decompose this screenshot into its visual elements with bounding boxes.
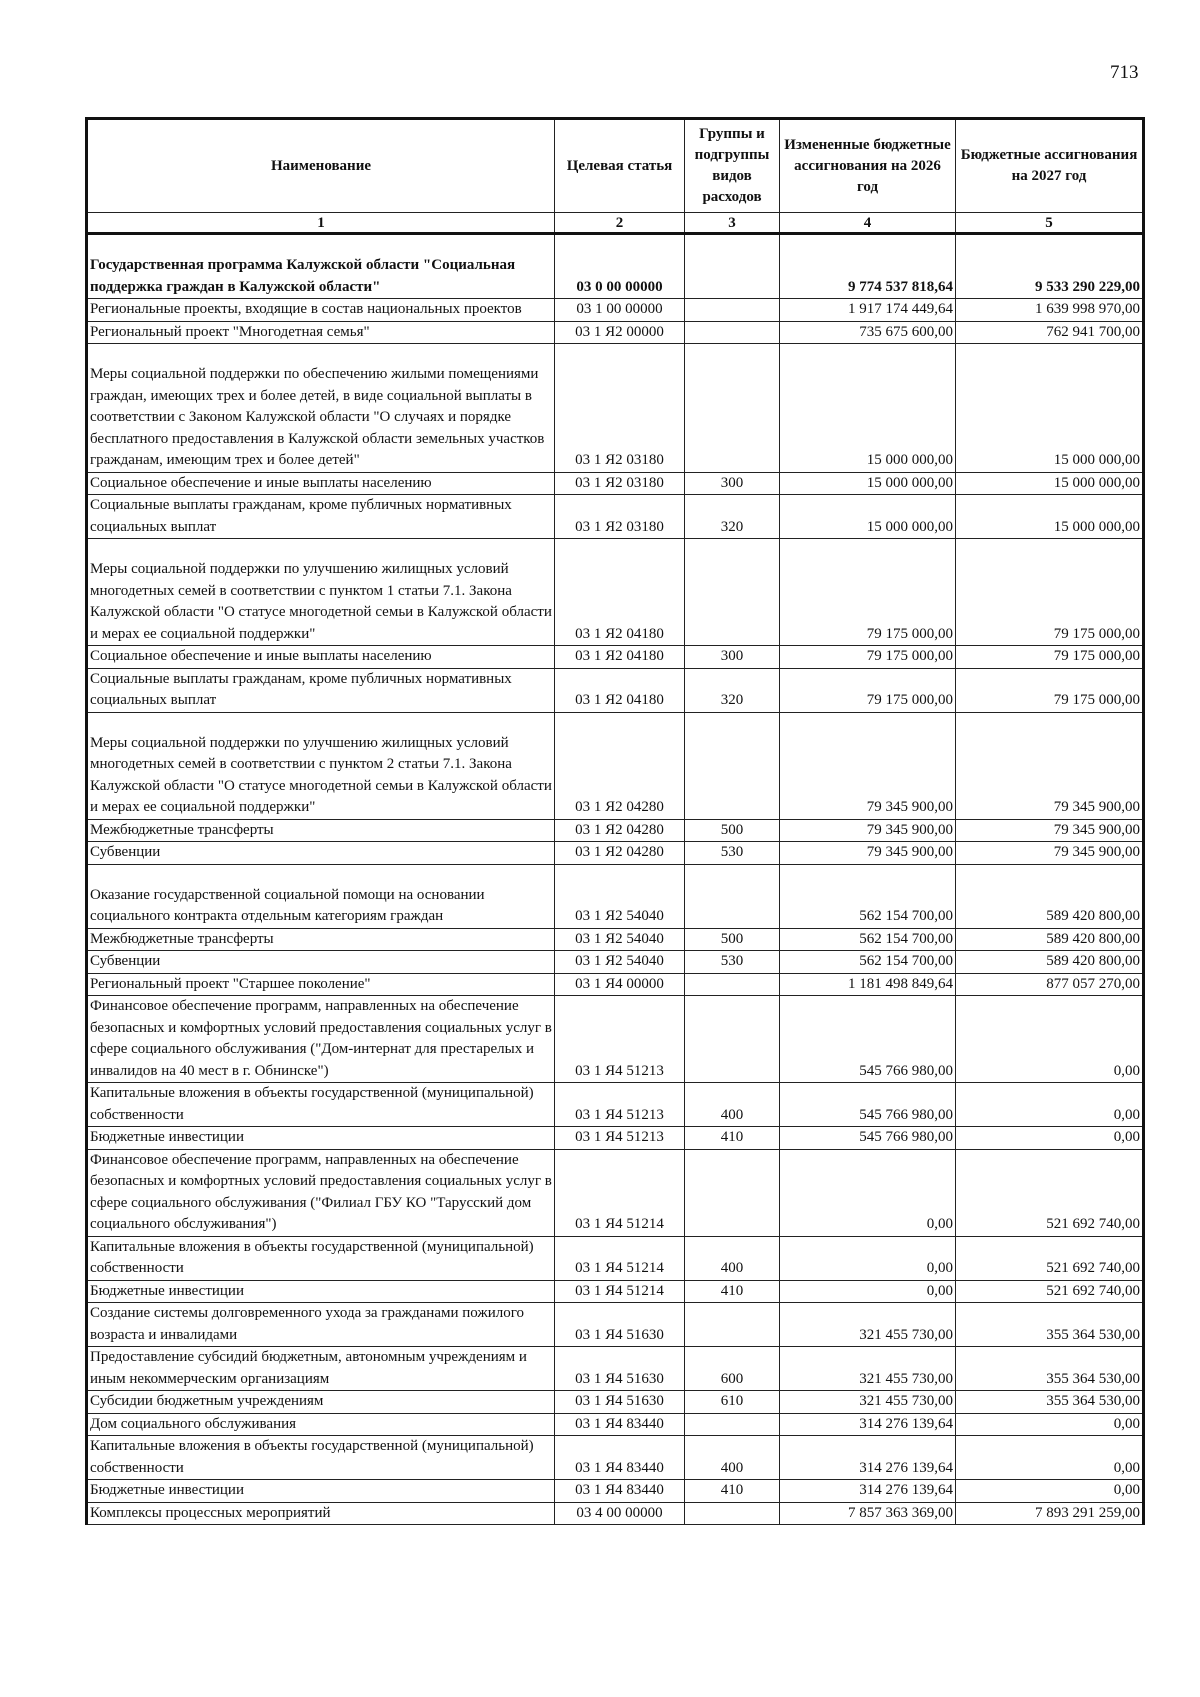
- row-amount-2026: 79 345 900,00: [780, 842, 956, 865]
- row-amount-2026: 545 766 980,00: [780, 1083, 956, 1127]
- row-amount-2027: 877 057 270,00: [956, 973, 1144, 996]
- header-amount-2027: Бюджетные ассигнования на 2027 год: [956, 119, 1144, 213]
- row-expense-group: [685, 1502, 780, 1525]
- table-row: [87, 928, 1144, 951]
- row-amount-2026: 15 000 000,00: [780, 344, 956, 473]
- table-row: [87, 1280, 1144, 1303]
- row-amount-2027: 79 345 900,00: [956, 819, 1144, 842]
- row-target-code: 03 1 Я4 51214: [555, 1236, 685, 1280]
- row-expense-group: [685, 864, 780, 928]
- row-target-code: 03 1 Я4 00000: [555, 973, 685, 996]
- table-row: [87, 1149, 1144, 1236]
- table-row: [87, 344, 1144, 473]
- row-amount-2027: 355 364 530,00: [956, 1347, 1144, 1391]
- row-name: Социальное обеспечение и иные выплаты населению: [87, 472, 555, 495]
- table-row: [87, 299, 1144, 322]
- table-row: [87, 321, 1144, 344]
- row-amount-2027: 15 000 000,00: [956, 344, 1144, 473]
- header-name: Наименование: [87, 119, 555, 213]
- row-amount-2026: 314 276 139,64: [780, 1480, 956, 1503]
- row-target-code: 03 1 Я2 54040: [555, 951, 685, 974]
- row-expense-group: 610: [685, 1391, 780, 1414]
- row-amount-2027: 521 692 740,00: [956, 1149, 1144, 1236]
- row-expense-group: [685, 1413, 780, 1436]
- row-name: Субвенции: [87, 842, 555, 865]
- table-row: [87, 712, 1144, 819]
- row-amount-2027: 589 420 800,00: [956, 928, 1144, 951]
- row-amount-2027: 0,00: [956, 1413, 1144, 1436]
- row-expense-group: [685, 321, 780, 344]
- row-target-code: 03 1 Я2 03180: [555, 495, 685, 539]
- table-row: [87, 1502, 1144, 1525]
- row-expense-group: 530: [685, 951, 780, 974]
- row-expense-group: 400: [685, 1436, 780, 1480]
- row-name: Субвенции: [87, 951, 555, 974]
- row-target-code: 03 1 Я4 51630: [555, 1391, 685, 1414]
- row-target-code: 03 1 Я4 51213: [555, 996, 685, 1083]
- row-target-code: 03 1 Я4 51213: [555, 1083, 685, 1127]
- row-target-code: 03 1 00 00000: [555, 299, 685, 322]
- row-expense-group: 400: [685, 1083, 780, 1127]
- table-row: [87, 951, 1144, 974]
- row-name: Социальные выплаты гражданам, кроме публичных нормативных социальных выплат: [87, 668, 555, 712]
- row-amount-2026: 314 276 139,64: [780, 1413, 956, 1436]
- row-target-code: 03 1 Я4 51630: [555, 1347, 685, 1391]
- row-amount-2026: 7 857 363 369,00: [780, 1502, 956, 1525]
- table-row: [87, 1236, 1144, 1280]
- row-amount-2027: 79 175 000,00: [956, 539, 1144, 646]
- row-expense-group: [685, 973, 780, 996]
- row-expense-group: 320: [685, 668, 780, 712]
- table-row: [87, 472, 1144, 495]
- page-number: 713: [1110, 62, 1139, 83]
- row-name: Капитальные вложения в объекты государственной (муниципальной) собственности: [87, 1083, 555, 1127]
- row-name: Финансовое обеспечение программ, направленных на обеспечение безопасных и комфортных условий предоставления социальных услуг в сфере социального обслуживания ("Филиал ГБУ КО "Тарусский дом социального обслуживания"): [87, 1149, 555, 1236]
- table-body: [87, 234, 1144, 1525]
- row-amount-2026: 1 181 498 849,64: [780, 973, 956, 996]
- row-name: Межбюджетные трансферты: [87, 928, 555, 951]
- row-amount-2027: 15 000 000,00: [956, 472, 1144, 495]
- row-expense-group: 530: [685, 842, 780, 865]
- row-amount-2027: 521 692 740,00: [956, 1280, 1144, 1303]
- row-name: Финансовое обеспечение программ, направленных на обеспечение безопасных и комфортных условий предоставления социальных услуг в сфере социального обслуживания ("Дом-интернат для престарелых и инвалидов на 40 мест в г. Обнинске"): [87, 996, 555, 1083]
- row-expense-group: [685, 299, 780, 322]
- row-expense-group: 320: [685, 495, 780, 539]
- row-expense-group: 500: [685, 819, 780, 842]
- row-amount-2026: 0,00: [780, 1236, 956, 1280]
- row-name: Субсидии бюджетным учреждениям: [87, 1391, 555, 1414]
- row-target-code: 03 1 Я2 03180: [555, 472, 685, 495]
- table-row: [87, 1436, 1144, 1480]
- row-amount-2027: 762 941 700,00: [956, 321, 1144, 344]
- row-target-code: 03 1 Я4 51214: [555, 1280, 685, 1303]
- row-name: Предоставление субсидий бюджетным, автономным учреждениям и иным некоммерческим организациям: [87, 1347, 555, 1391]
- row-amount-2027: 355 364 530,00: [956, 1391, 1144, 1414]
- row-amount-2027: 355 364 530,00: [956, 1303, 1144, 1347]
- row-amount-2026: 79 175 000,00: [780, 539, 956, 646]
- row-amount-2026: 562 154 700,00: [780, 951, 956, 974]
- row-amount-2027: 0,00: [956, 996, 1144, 1083]
- row-name: Дом социального обслуживания: [87, 1413, 555, 1436]
- row-expense-group: [685, 234, 780, 299]
- row-expense-group: 410: [685, 1127, 780, 1150]
- column-number: 4: [780, 213, 956, 234]
- row-amount-2027: 0,00: [956, 1127, 1144, 1150]
- row-name: Бюджетные инвестиции: [87, 1127, 555, 1150]
- row-target-code: 03 1 Я4 83440: [555, 1436, 685, 1480]
- row-target-code: 03 1 Я2 04180: [555, 668, 685, 712]
- row-amount-2027: 589 420 800,00: [956, 864, 1144, 928]
- row-amount-2027: 79 175 000,00: [956, 668, 1144, 712]
- row-amount-2027: 79 345 900,00: [956, 712, 1144, 819]
- row-amount-2026: 562 154 700,00: [780, 864, 956, 928]
- row-amount-2027: 0,00: [956, 1083, 1144, 1127]
- row-target-code: 03 1 Я2 04280: [555, 842, 685, 865]
- row-name: Бюджетные инвестиции: [87, 1480, 555, 1503]
- row-expense-group: [685, 1303, 780, 1347]
- row-expense-group: 300: [685, 472, 780, 495]
- table-row: [87, 1391, 1144, 1414]
- row-amount-2026: 562 154 700,00: [780, 928, 956, 951]
- row-expense-group: 500: [685, 928, 780, 951]
- row-name: Меры социальной поддержки по улучшению жилищных условий многодетных семей в соответствии с пунктом 1 статьи 7.1. Закона Калужской области "О статусе многодетной семьи в Калужской области и мерах ее социальной поддержки": [87, 539, 555, 646]
- row-target-code: 03 1 Я2 00000: [555, 321, 685, 344]
- table-header-row: [87, 119, 1144, 213]
- row-target-code: 03 1 Я2 04280: [555, 819, 685, 842]
- row-target-code: 03 1 Я2 04180: [555, 539, 685, 646]
- row-name: Меры социальной поддержки по улучшению жилищных условий многодетных семей в соответствии с пунктом 2 статьи 7.1. Закона Калужской области "О статусе многодетной семьи в Калужской области и мерах ее социальной поддержки": [87, 712, 555, 819]
- column-number: 5: [956, 213, 1144, 234]
- row-amount-2027: 0,00: [956, 1480, 1144, 1503]
- row-name: Оказание государственной социальной помощи на основании социального контракта отдельным категориям граждан: [87, 864, 555, 928]
- row-name: Межбюджетные трансферты: [87, 819, 555, 842]
- row-expense-group: 410: [685, 1480, 780, 1503]
- row-amount-2026: 0,00: [780, 1280, 956, 1303]
- row-name: Государственная программа Калужской области "Социальная поддержка граждан в Калужской области": [87, 234, 555, 299]
- table-row: [87, 646, 1144, 669]
- table-row: [87, 234, 1144, 299]
- row-amount-2027: 589 420 800,00: [956, 951, 1144, 974]
- row-target-code: 03 1 Я2 04280: [555, 712, 685, 819]
- table-row: [87, 1127, 1144, 1150]
- row-expense-group: 400: [685, 1236, 780, 1280]
- row-amount-2026: 314 276 139,64: [780, 1436, 956, 1480]
- row-name: Бюджетные инвестиции: [87, 1280, 555, 1303]
- row-amount-2026: 15 000 000,00: [780, 495, 956, 539]
- table-row: [87, 1347, 1144, 1391]
- row-amount-2026: 79 345 900,00: [780, 712, 956, 819]
- row-expense-group: [685, 712, 780, 819]
- column-number: 3: [685, 213, 780, 234]
- row-amount-2027: 7 893 291 259,00: [956, 1502, 1144, 1525]
- row-target-code: 03 0 00 00000: [555, 234, 685, 299]
- table-row: [87, 842, 1144, 865]
- table-row: [87, 668, 1144, 712]
- row-target-code: 03 1 Я2 54040: [555, 928, 685, 951]
- table-row: [87, 495, 1144, 539]
- row-name: Капитальные вложения в объекты государственной (муниципальной) собственности: [87, 1436, 555, 1480]
- row-name: Создание системы долговременного ухода за гражданами пожилого возраста и инвалидами: [87, 1303, 555, 1347]
- row-target-code: 03 1 Я4 83440: [555, 1413, 685, 1436]
- column-number: 1: [87, 213, 555, 234]
- row-name: Региональный проект "Многодетная семья": [87, 321, 555, 344]
- row-expense-group: 300: [685, 646, 780, 669]
- column-number-row: [87, 213, 1144, 234]
- row-amount-2026: 79 175 000,00: [780, 668, 956, 712]
- row-amount-2026: 1 917 174 449,64: [780, 299, 956, 322]
- row-amount-2026: 321 455 730,00: [780, 1303, 956, 1347]
- row-target-code: 03 1 Я4 51214: [555, 1149, 685, 1236]
- table-row: [87, 1480, 1144, 1503]
- row-amount-2026: 15 000 000,00: [780, 472, 956, 495]
- row-target-code: 03 1 Я4 83440: [555, 1480, 685, 1503]
- table-row: [87, 996, 1144, 1083]
- row-amount-2026: 321 455 730,00: [780, 1391, 956, 1414]
- row-amount-2027: 0,00: [956, 1436, 1144, 1480]
- row-expense-group: [685, 344, 780, 473]
- row-name: Капитальные вложения в объекты государственной (муниципальной) собственности: [87, 1236, 555, 1280]
- table-row: [87, 1083, 1144, 1127]
- column-number: 2: [555, 213, 685, 234]
- row-expense-group: 600: [685, 1347, 780, 1391]
- row-amount-2026: 79 175 000,00: [780, 646, 956, 669]
- row-target-code: 03 1 Я4 51630: [555, 1303, 685, 1347]
- row-name: Комплексы процессных мероприятий: [87, 1502, 555, 1525]
- row-name: Социальное обеспечение и иные выплаты населению: [87, 646, 555, 669]
- row-amount-2027: 79 175 000,00: [956, 646, 1144, 669]
- row-name: Региональный проект "Старшее поколение": [87, 973, 555, 996]
- row-amount-2026: 735 675 600,00: [780, 321, 956, 344]
- row-name: Региональные проекты, входящие в состав национальных проектов: [87, 299, 555, 322]
- table-row: [87, 973, 1144, 996]
- table-row: [87, 864, 1144, 928]
- row-expense-group: [685, 996, 780, 1083]
- table-row: [87, 539, 1144, 646]
- header-amount-2026: Измененные бюджетные ассигнования на 2026 год: [780, 119, 956, 213]
- budget-table: [85, 117, 1145, 1525]
- row-amount-2026: 79 345 900,00: [780, 819, 956, 842]
- row-target-code: 03 1 Я2 04180: [555, 646, 685, 669]
- header-groups: Группы и подгруппы видов расходов: [685, 119, 780, 213]
- header-target: Целевая статья: [555, 119, 685, 213]
- row-expense-group: 410: [685, 1280, 780, 1303]
- row-amount-2026: 9 774 537 818,64: [780, 234, 956, 299]
- row-name: Меры социальной поддержки по обеспечению жилыми помещениями граждан, имеющих трех и более детей, в виде социальной выплаты в соответствии с Законом Калужской области "О случаях и порядке бесплатного предоставления в Калужской области земельных участков гражданам, имеющим трех и более детей": [87, 344, 555, 473]
- row-amount-2027: 1 639 998 970,00: [956, 299, 1144, 322]
- row-target-code: 03 1 Я2 54040: [555, 864, 685, 928]
- row-amount-2026: 0,00: [780, 1149, 956, 1236]
- row-expense-group: [685, 1149, 780, 1236]
- row-amount-2027: 521 692 740,00: [956, 1236, 1144, 1280]
- row-target-code: 03 1 Я4 51213: [555, 1127, 685, 1150]
- row-amount-2026: 545 766 980,00: [780, 996, 956, 1083]
- row-amount-2027: 15 000 000,00: [956, 495, 1144, 539]
- row-amount-2027: 9 533 290 229,00: [956, 234, 1144, 299]
- row-target-code: 03 1 Я2 03180: [555, 344, 685, 473]
- row-name: Социальные выплаты гражданам, кроме публичных нормативных социальных выплат: [87, 495, 555, 539]
- table-row: [87, 819, 1144, 842]
- row-target-code: 03 4 00 00000: [555, 1502, 685, 1525]
- row-amount-2027: 79 345 900,00: [956, 842, 1144, 865]
- table-row: [87, 1303, 1144, 1347]
- row-amount-2026: 545 766 980,00: [780, 1127, 956, 1150]
- row-amount-2026: 321 455 730,00: [780, 1347, 956, 1391]
- table-row: [87, 1413, 1144, 1436]
- row-expense-group: [685, 539, 780, 646]
